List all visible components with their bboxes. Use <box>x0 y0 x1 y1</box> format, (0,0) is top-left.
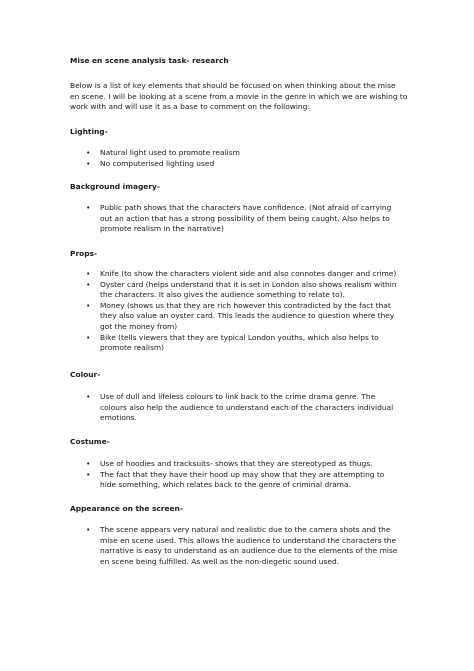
bullet-icon: • <box>86 459 91 468</box>
list-item-text: hide something, which relates back to the genre of criminal drama. <box>100 480 351 490</box>
list-item-text: mise en scene used. This allows the audience to understand the characters the <box>100 535 397 545</box>
list-item-text: The scene appears very natural and realistic due to the camera shots and the <box>100 525 391 534</box>
bullet-icon: • <box>86 269 91 278</box>
bullet-icon: • <box>86 148 91 157</box>
list-item-text: Knife (to show the characters violent side and also connotes danger and crime) <box>100 269 397 278</box>
costume-list <box>86 459 436 491</box>
list-item-text: out an action that has a strong possibility of them being caught. Also helps to <box>100 213 390 223</box>
list-item-text: colours also help the audience to understand each of the characters individual <box>100 402 394 412</box>
bullet-icon: • <box>86 279 91 289</box>
list-item <box>86 269 436 280</box>
bullet-icon: • <box>86 332 91 342</box>
list-item <box>86 333 436 354</box>
bullet-icon: • <box>86 203 91 212</box>
list-item <box>86 159 436 170</box>
list-item-text: the characters. It also gives the audience something to relate to). <box>100 290 345 300</box>
bullet-icon: • <box>86 158 91 168</box>
list-item-text: promote realism) <box>100 343 164 353</box>
list-item <box>86 280 436 301</box>
bullet-icon: • <box>86 469 91 479</box>
intro-line: work with and will use it as a base to comment on the following: <box>70 102 310 112</box>
document-title: Mise en scene analysis task- research <box>70 56 229 65</box>
list-item-text: Natural light used to promote realism <box>100 148 240 157</box>
list-item-text: Money (shows us that they are rich however this contradicted by the fact that <box>100 300 391 310</box>
intro-paragraph <box>70 81 432 113</box>
section-heading-props: Props- <box>70 249 98 258</box>
colour-list <box>86 392 436 424</box>
list-item-text: Use of hoodies and tracksuits- shows that they are stereotyped as thugs. <box>100 459 373 468</box>
section-heading-background-imagery: Background imagery- <box>70 182 160 191</box>
lighting-list <box>86 148 436 169</box>
list-item-text: Use of dull and lifeless colours to link back to the crime drama genre. The <box>100 392 376 401</box>
list-item-text: Oyster card (helps understand that it is set in London also shows realism within <box>100 279 397 289</box>
list-item-text: The fact that they have their hood up may show that they are attempting to <box>100 469 385 479</box>
bullet-icon: • <box>86 300 91 310</box>
intro-line: en scene. I will be looking at a scene from a movie in the genre in which we are wishing to <box>70 91 408 101</box>
section-heading-appearance-on-screen: Appearance on the screen- <box>70 504 183 513</box>
list-item-text: Public path shows that the characters have confidence. (Not afraid of carrying <box>100 203 392 212</box>
list-item <box>86 392 436 424</box>
list-item <box>86 525 436 567</box>
list-item-text: promote realism in the narrative) <box>100 224 224 234</box>
props-list <box>86 269 436 354</box>
intro-line: Below is a list of key elements that should be focused on when thinking about the mise <box>70 81 396 90</box>
list-item <box>86 470 436 491</box>
list-item-text: No computerised lighting used <box>100 158 215 168</box>
appearance-list <box>86 525 436 567</box>
list-item <box>86 459 436 470</box>
list-item-text: got the money from) <box>100 321 178 331</box>
list-item <box>86 301 436 333</box>
bullet-icon: • <box>86 525 91 534</box>
bullet-icon: • <box>86 392 91 401</box>
list-item-text: en scene being fulfilled. As well as the non-diegetic sound used. <box>100 556 340 566</box>
list-item-text: narrative is easy to understand as an audience due to the elements of the mise <box>100 546 398 556</box>
list-item-text: emotions. <box>100 413 137 423</box>
list-item <box>86 148 436 159</box>
list-item <box>86 203 436 235</box>
section-heading-lighting: Lighting- <box>70 127 108 136</box>
section-heading-colour: Colour- <box>70 370 101 379</box>
list-item-text: they also value an oyster card. This leads the audience to question where they <box>100 311 395 321</box>
list-item-text: Bike (tells viewers that they are typical London youths, which also helps to <box>100 332 379 342</box>
background-imagery-list <box>86 203 436 235</box>
section-heading-costume: Costume- <box>70 437 110 446</box>
